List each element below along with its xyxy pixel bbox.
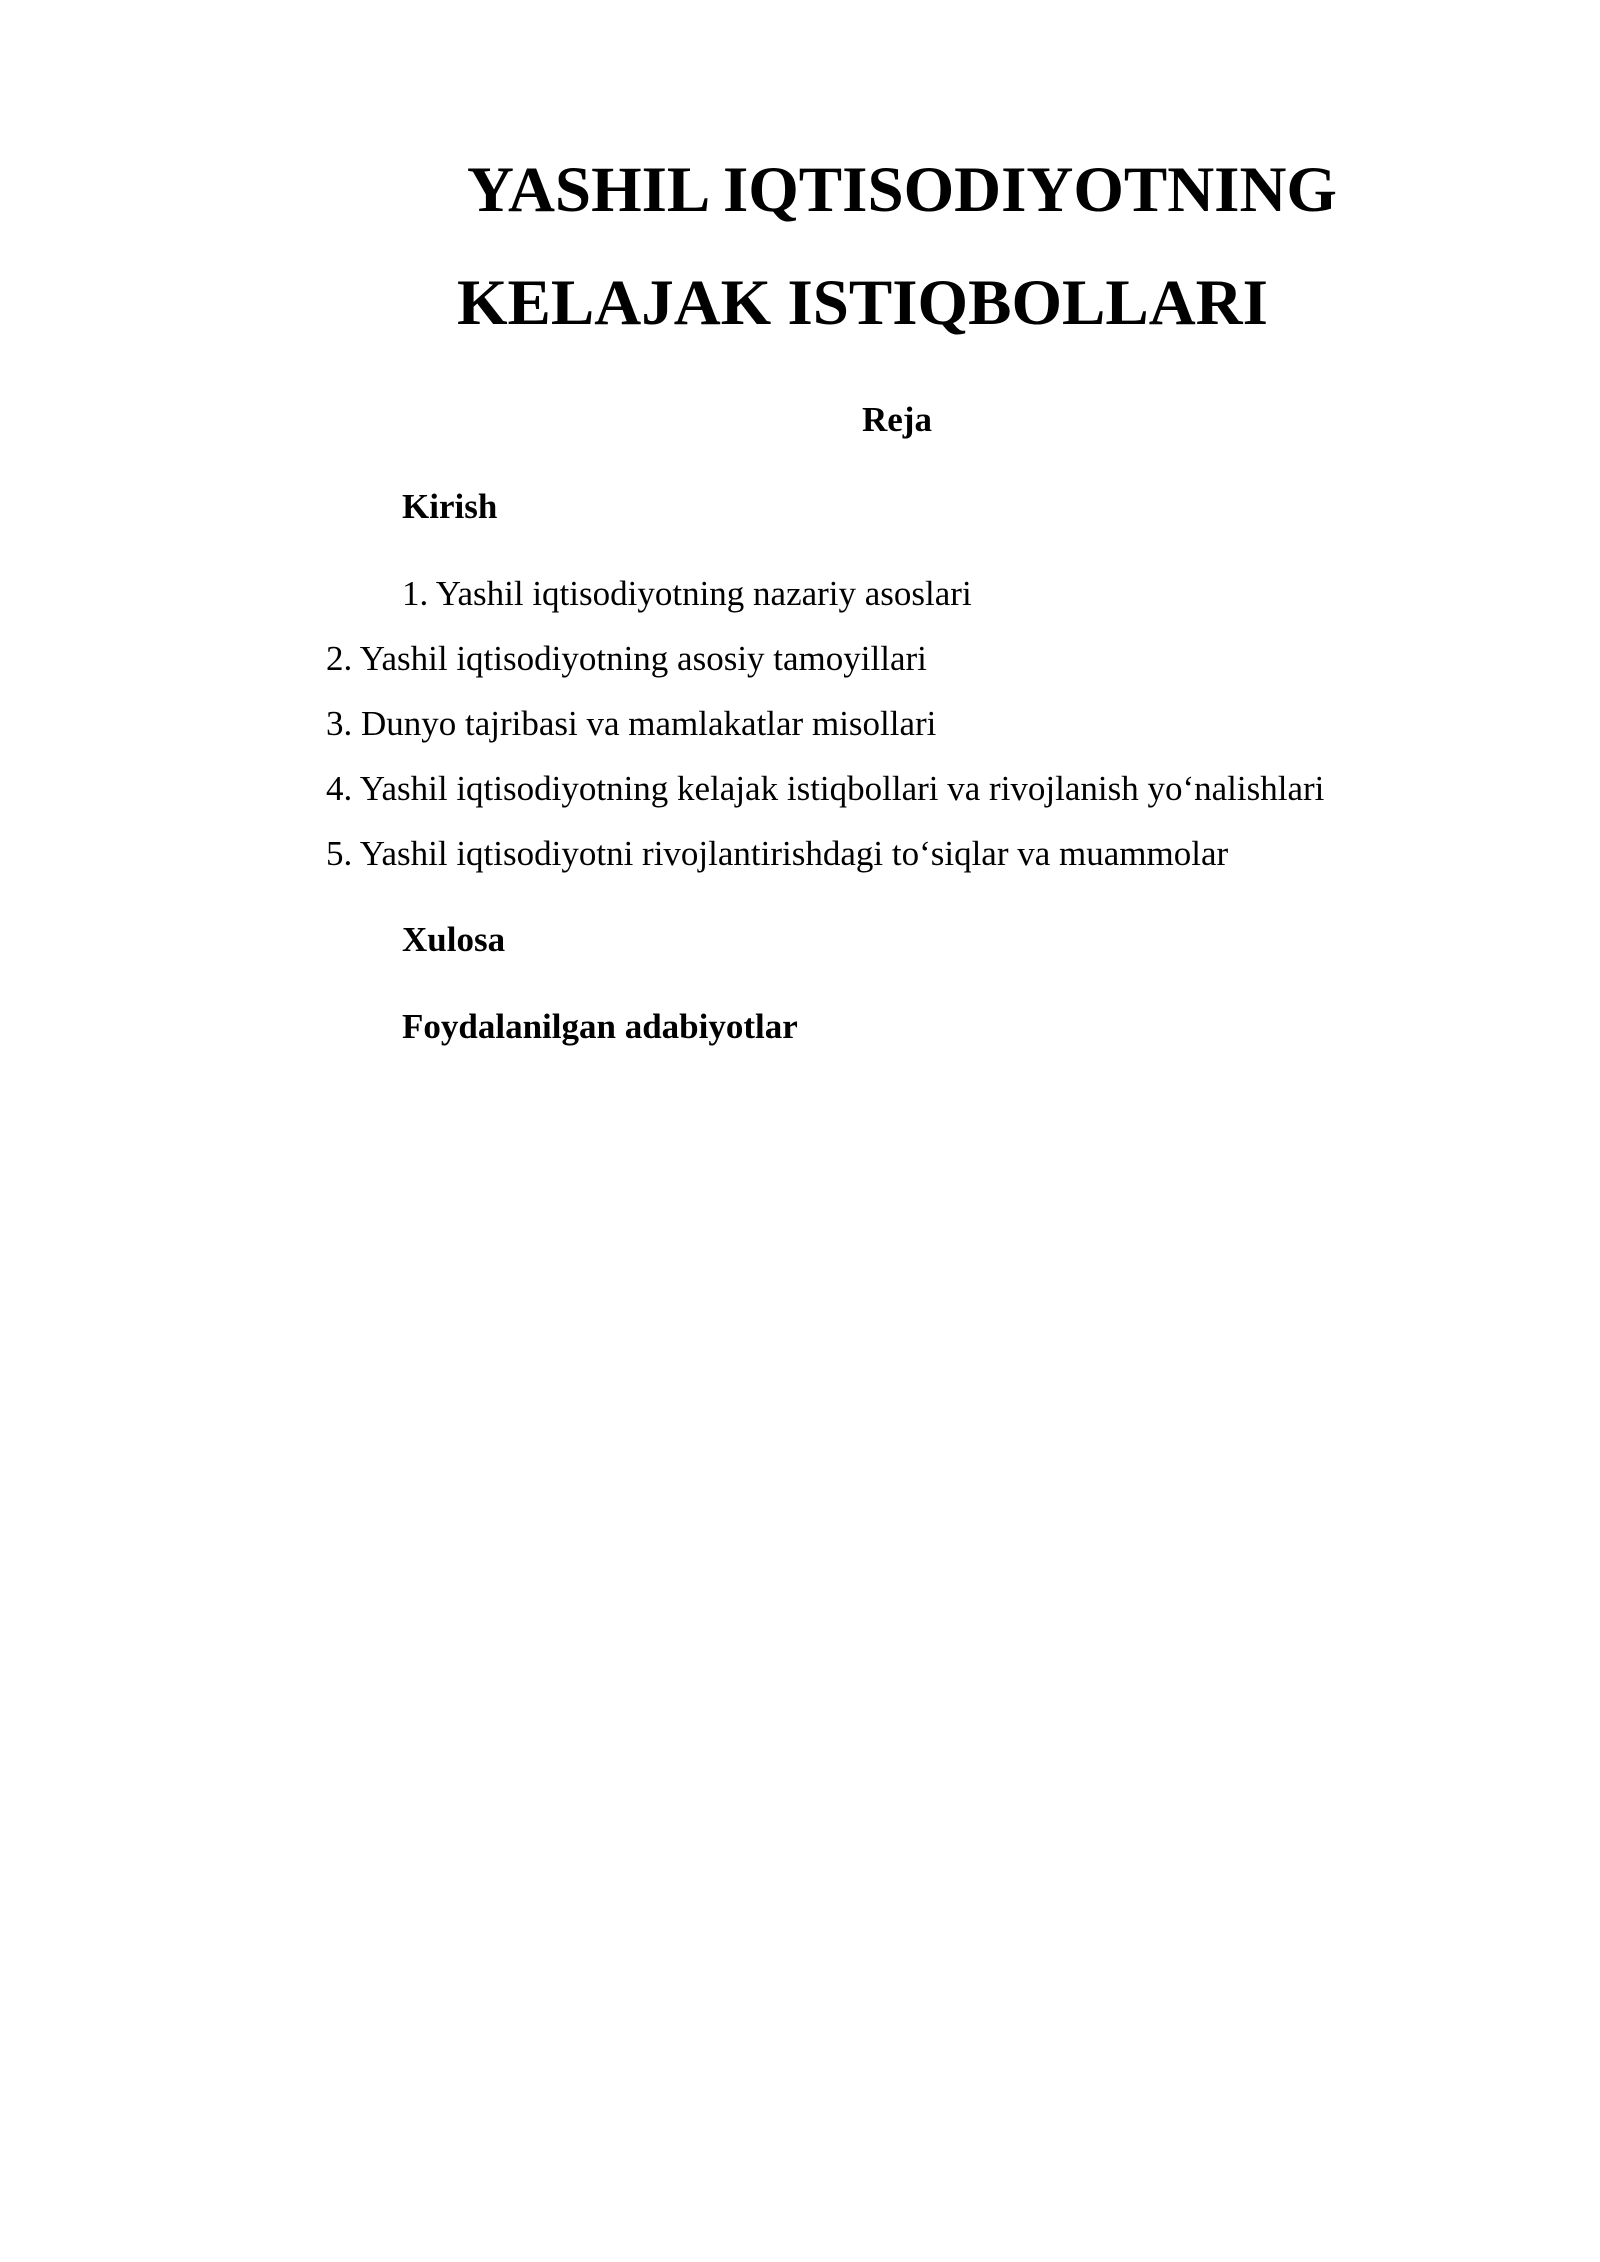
conclusion-heading: Xulosa <box>402 920 506 959</box>
plan-item: 1. Yashil iqtisodiyotning nazariy asoslari <box>402 574 972 613</box>
document-title-line-1: YASHIL IQTISODIYOTNING <box>467 154 1337 226</box>
plan-item: 4. Yashil iqtisodiyotning kelajak istiqbollari va rivojlanish yo‘nalishlari <box>326 769 1325 808</box>
plan-heading: Reja <box>862 400 932 439</box>
references-heading: Foydalanilgan adabiyotlar <box>402 1007 798 1046</box>
plan-item: 5. Yashil iqtisodiyotni rivojlantirishdagi to‘siqlar va muammolar <box>326 834 1229 873</box>
intro-heading: Kirish <box>402 487 498 526</box>
plan-item: 2. Yashil iqtisodiyotning asosiy tamoyillari <box>326 639 927 678</box>
document-title-line-2: KELAJAK ISTIQBOLLARI <box>457 267 1268 339</box>
plan-item: 3. Dunyo tajribasi va mamlakatlar misollari <box>326 704 937 743</box>
